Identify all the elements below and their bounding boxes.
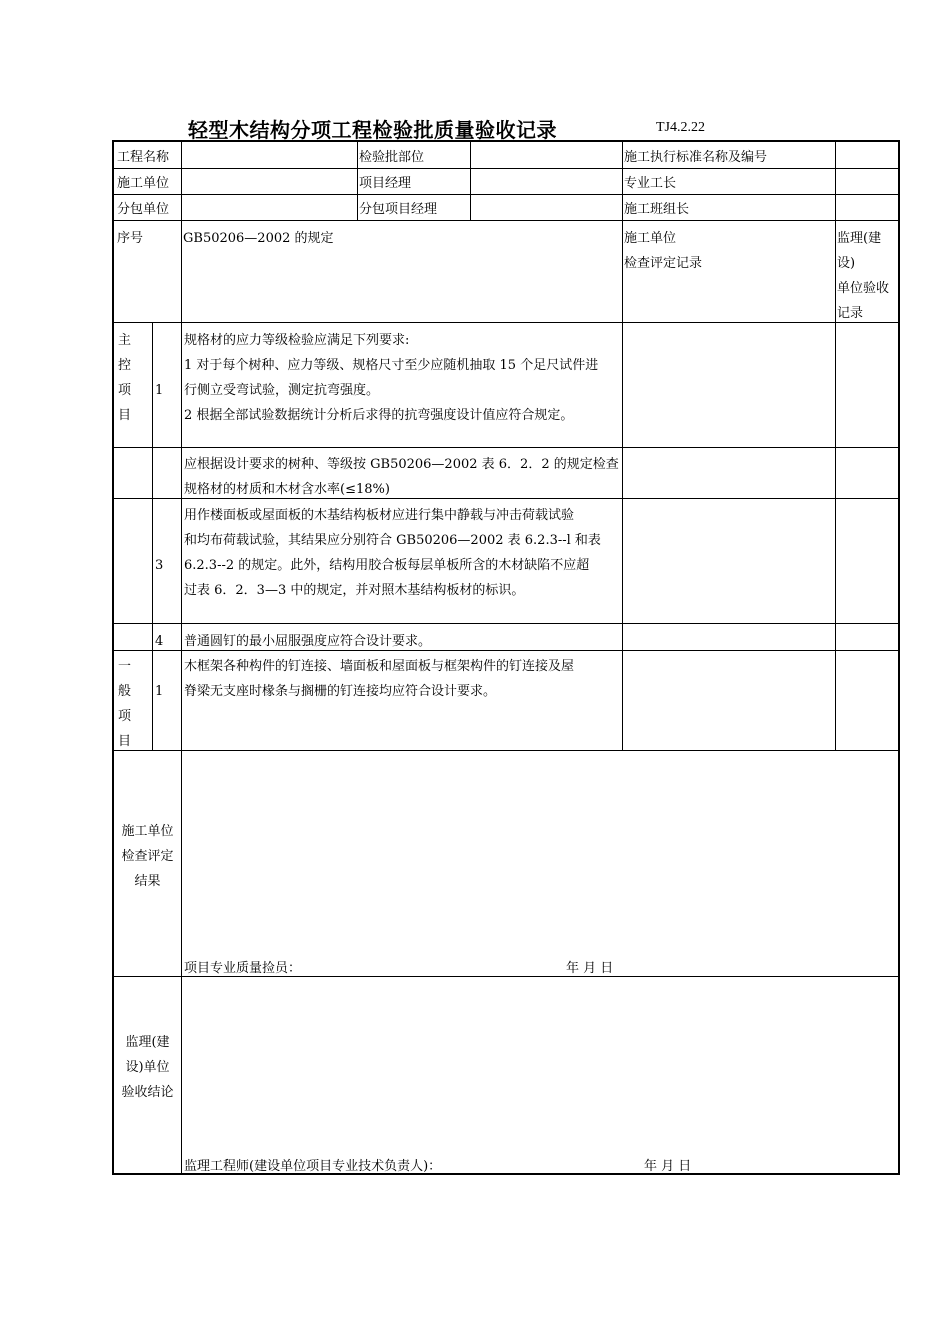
supervision-header-4: 记录 <box>837 306 864 321</box>
main-item-3-line-4: 过表 6．2．3—3 中的规定，并对照木基结构板材的标识。 <box>184 583 525 598</box>
main-item-3-no: 3 <box>155 558 164 573</box>
acceptance-form-table <box>112 140 900 1175</box>
spec-header: GB50206—2002 的规定 <box>183 231 334 246</box>
subcontract-manager-label: 分包项目经理 <box>359 202 438 217</box>
main-item-1-line-2: 1 对于每个树种、应力等级、规格尺寸至少应随机抽取 15 个足尺试件进 <box>184 358 599 373</box>
supervising-engineer-signature: 监理工程师(建设单位项目专业技术负责人)： <box>184 1159 442 1174</box>
supervision-result-label-2: 设)单位 <box>125 1060 170 1075</box>
main-items-category: 主控项目 <box>118 333 132 423</box>
foreman-label: 专业工长 <box>624 176 677 191</box>
main-item-2-line-1: 应根据设计要求的树种、等级按 GB50206—2002 表 6．2．2 的规定检查 <box>184 457 619 472</box>
inspection-lot-label: 检验批部位 <box>359 150 425 165</box>
general-items-category: 一般项目 <box>118 659 132 749</box>
construction-result-label-3: 结果 <box>134 874 161 889</box>
construction-check-header-1: 施工单位 <box>624 231 677 246</box>
project-manager-label: 项目经理 <box>359 176 412 191</box>
document-title: 轻型木结构分项工程检验批质量验收记录 <box>188 118 557 142</box>
main-item-1-line-3: 行侧立受弯试验，测定抗弯强度。 <box>184 383 380 398</box>
main-item-4-line-1: 普通圆钉的最小屈服强度应符合设计要求。 <box>184 634 432 649</box>
supervision-result-label-3: 验收结论 <box>121 1085 174 1100</box>
seq-header: 序号 <box>117 231 144 246</box>
supervision-header-2: 设) <box>837 256 856 271</box>
main-item-1-no: 1 <box>155 383 164 398</box>
supervision-header-1: 监理(建 <box>837 231 882 246</box>
project-name-label: 工程名称 <box>117 150 170 165</box>
construction-unit-label: 施工单位 <box>117 176 170 191</box>
main-item-3-line-2: 和均布荷载试验，其结果应分别符合 GB50206—2002 表 6.2.3--l 和表 <box>184 533 601 548</box>
construction-result-label-1: 施工单位 <box>121 824 174 839</box>
general-item-1-line-2: 脊梁无支座时椽条与搁栅的钉连接均应符合设计要求。 <box>184 684 497 699</box>
supervision-result-label-1: 监理(建 <box>125 1035 170 1050</box>
construction-check-header-2: 检查评定记录 <box>624 256 703 271</box>
general-item-1-line-1: 木框架各种构件的钉连接、墙面板和屋面板与框架构件的钉连接及屋 <box>184 659 575 674</box>
supervision-header-3: 单位验收 <box>837 281 890 296</box>
construction-result-date: 年 月 日 <box>566 961 614 976</box>
main-item-2-line-2: 规格材的材质和木材含水率(≤18%) <box>184 482 390 497</box>
main-item-3-line-3: 6.2.3--2 的规定。此外，结构用胶合板每层单板所含的木材缺陷不应超 <box>184 558 590 573</box>
form-code: TJ4.2.22 <box>656 120 705 135</box>
supervision-result-date: 年 月 日 <box>644 1159 692 1174</box>
main-item-4-no: 4 <box>155 634 164 649</box>
quality-inspector-signature: 项目专业质量捡员： <box>184 961 302 976</box>
main-item-1-line-1: 规格材的应力等级检验应满足下列要求: <box>184 333 410 348</box>
subcontract-unit-label: 分包单位 <box>117 202 170 217</box>
team-leader-label: 施工班组长 <box>624 202 690 217</box>
general-item-1-no: 1 <box>155 684 164 699</box>
standard-label: 施工执行标准名称及编号 <box>624 150 768 165</box>
main-item-1-line-4: 2 根据全部试验数据统计分析后求得的抗弯强度设计值应符合规定。 <box>184 408 574 423</box>
main-item-3-line-1: 用作楼面板或屋面板的木基结构板材应进行集中静载与冲击荷载试验 <box>184 508 575 523</box>
construction-result-label-2: 检查评定 <box>121 849 174 864</box>
